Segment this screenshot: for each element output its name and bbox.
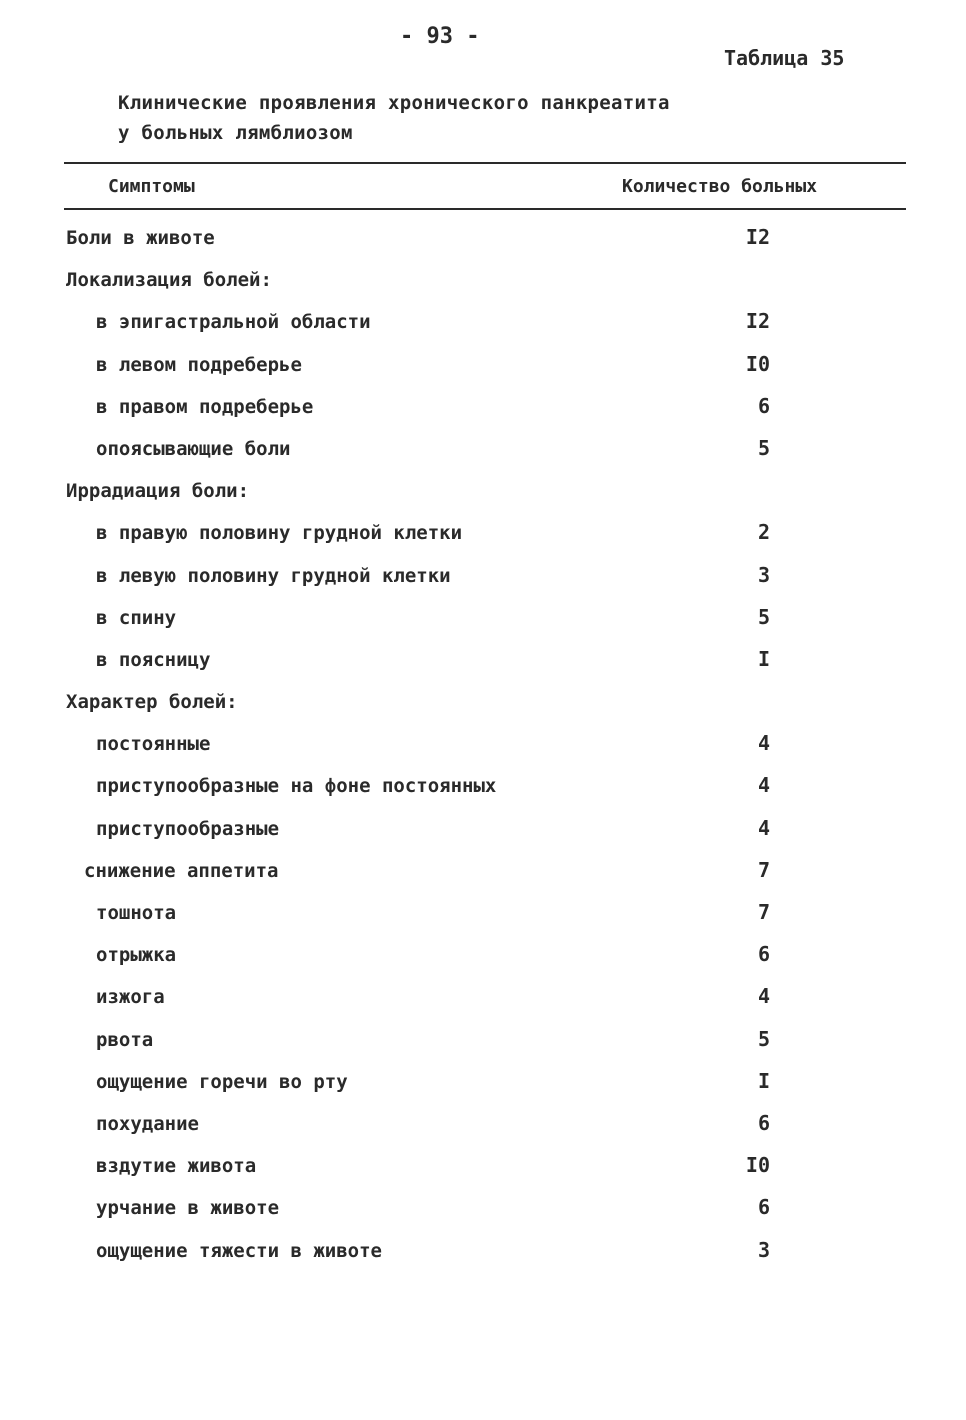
table-row [0,345,966,387]
table-row [0,1146,966,1188]
table-row [0,556,966,598]
table-label: Таблица 35 [724,46,845,70]
row-label: вздутие живота [96,1155,257,1178]
row-label: Боли в животе [66,227,215,249]
row-label: Иррадиация боли: [66,480,250,503]
row-label: постоянные [96,733,211,756]
row-value: 3 [757,562,770,587]
row-value: 6 [757,942,770,967]
table-row [0,851,966,893]
row-value: I0 [745,351,770,376]
row-label: в эпигастральной области [96,311,371,334]
table-row [0,260,966,302]
row-label: опоясывающие боли [96,437,291,460]
table-row [0,640,966,682]
row-label: в правом подреберье [96,395,314,418]
row-label: в левую половину грудной клетки [96,564,451,587]
table-row [0,218,966,260]
row-value: 6 [757,393,770,418]
table-row [0,1188,966,1230]
table-row [0,1104,966,1146]
row-value: 6 [757,1195,770,1220]
table-row [0,1062,966,1104]
row-value: 4 [757,731,770,756]
table-row [0,766,966,808]
row-value: 4 [757,815,770,840]
table-row [0,429,966,471]
column-header-count: Количество больных [622,176,818,197]
row-label: Характер болей: [66,691,238,714]
table-title-line-1: Клинические проявления хронического панкреатита [118,92,670,114]
row-value: I [757,1068,770,1093]
table-row [0,809,966,851]
table-title [118,88,670,148]
table-title-line-2: у больных лямблиозом [118,122,353,144]
table-row [0,302,966,344]
row-label: ощущение тяжести в животе [96,1239,382,1262]
table-row [0,1020,966,1062]
table-row [0,513,966,555]
row-label: похудание [96,1112,199,1135]
row-label: ощущение горечи во рту [96,1070,348,1093]
table-row [0,935,966,977]
row-value: 4 [757,773,770,798]
row-value: 3 [757,1237,770,1262]
row-label: рвота [96,1028,154,1051]
row-value: 7 [757,900,770,924]
table-row [0,724,966,766]
row-label: в левом подреберье [96,353,302,376]
row-value: 5 [757,1026,770,1051]
row-label: снижение аппетита [84,859,279,882]
row-value: 5 [757,435,770,460]
row-value: I0 [745,1153,770,1178]
table-row [0,977,966,1019]
column-header-symptoms: Симптомы [108,176,195,197]
row-value: 4 [757,984,770,1009]
row-label: приступообразные [96,817,280,840]
row-label: тошнота [96,902,177,924]
table-header-rule [64,208,906,210]
row-value: I [757,646,770,671]
row-label: отрыжка [96,944,177,967]
table-top-rule [64,162,906,164]
row-label: приступообразные на фоне постоянных [96,775,497,798]
row-value: 5 [757,604,770,629]
table-row [0,387,966,429]
table-row [0,471,966,513]
row-label: в правую половину грудной клетки [96,522,463,545]
row-label: в спину [96,606,177,629]
row-label: в поясницу [96,648,211,671]
row-value: I2 [745,225,770,249]
table-body [0,218,966,1273]
row-label: урчание в животе [96,1197,280,1220]
row-label: изжога [96,986,165,1009]
table-row [0,598,966,640]
row-value: 7 [757,857,770,882]
table-row [0,893,966,935]
page-number: - 93 - [400,24,480,49]
row-value: I2 [745,309,770,334]
row-value: 6 [757,1110,770,1135]
table-row [0,1231,966,1273]
table-row [0,682,966,724]
row-value: 2 [757,520,770,545]
row-label: Локализация болей: [66,269,272,292]
